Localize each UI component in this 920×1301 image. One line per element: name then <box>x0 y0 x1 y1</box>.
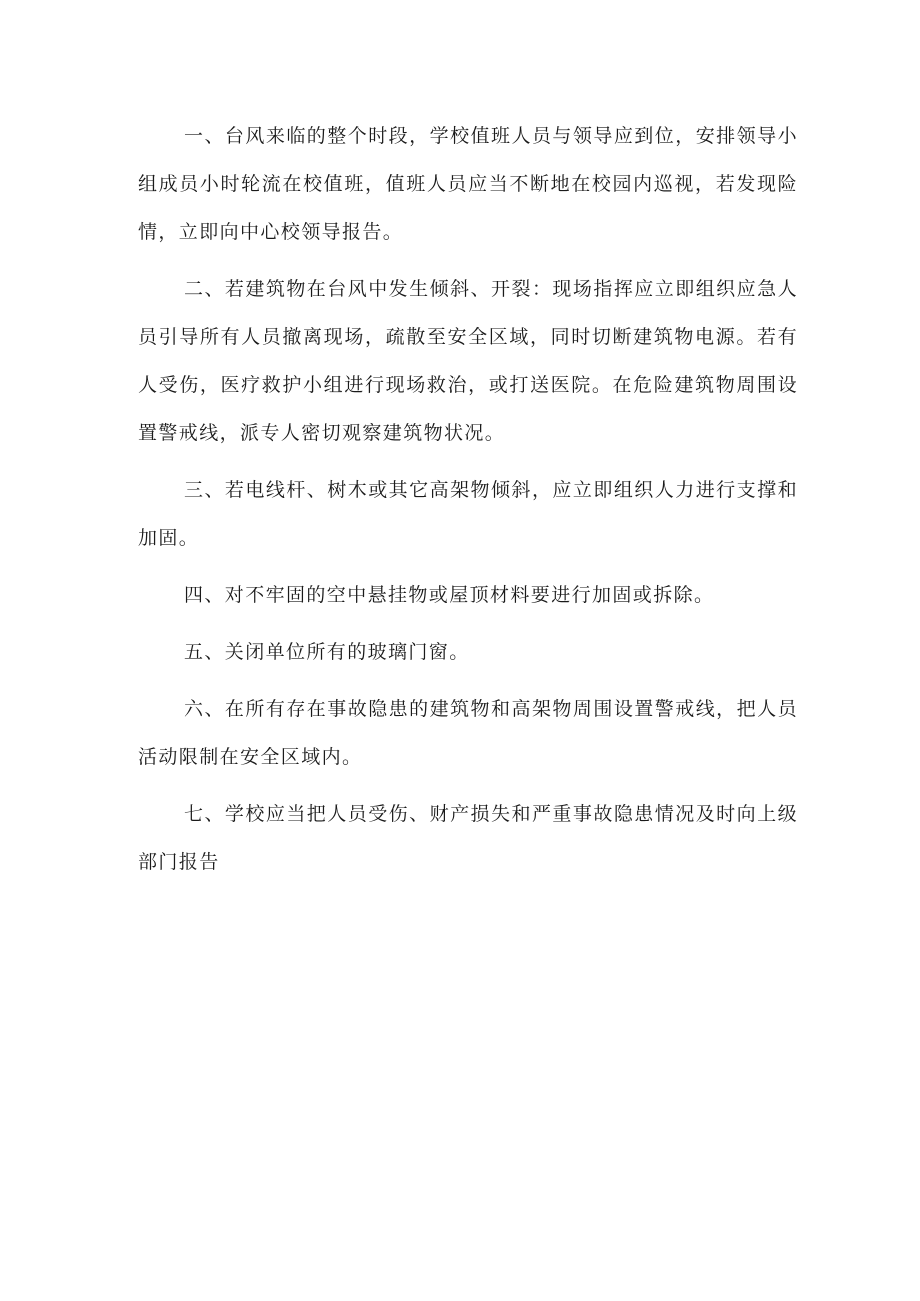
document-body <box>138 112 798 895</box>
paragraph-3: 三、若电线杆、树木或其它高架物倾斜，应立即组织人力进行支撑和加固。 <box>138 479 798 549</box>
paragraph-7: 七、学校应当把人员受伤、财产损失和严重事故隐患情况及时向上级部门报告 <box>138 803 798 873</box>
paragraph-2: 二、若建筑物在台风中发生倾斜、开裂：现场指挥应立即组织应急人员引导所有人员撤离现场，疏散至安全区域，同时切断建筑物电源。若有人受伤，医疗救护小组进行现场救治，或打送医院。在危险建筑物周围设置警戒线，派专人密切观察建筑物状况。 <box>138 278 798 444</box>
paragraph-5: 五、关闭单位所有的玻璃门窗。 <box>184 641 470 663</box>
paragraph-6: 六、在所有存在事故隐患的建筑物和高架物周围设置警戒线，把人员活动限制在安全区域内。 <box>138 698 798 768</box>
paragraph-1: 一、台风来临的整个时段，学校值班人员与领导应到位，安排领导小组成员小时轮流在校值班，值班人员应当不断地在校园内巡视，若发现险情，立即向中心校领导报告。 <box>138 125 798 243</box>
paragraph-4: 四、对不牢固的空中悬挂物或屋顶材料要进行加固或拆除。 <box>184 584 715 606</box>
